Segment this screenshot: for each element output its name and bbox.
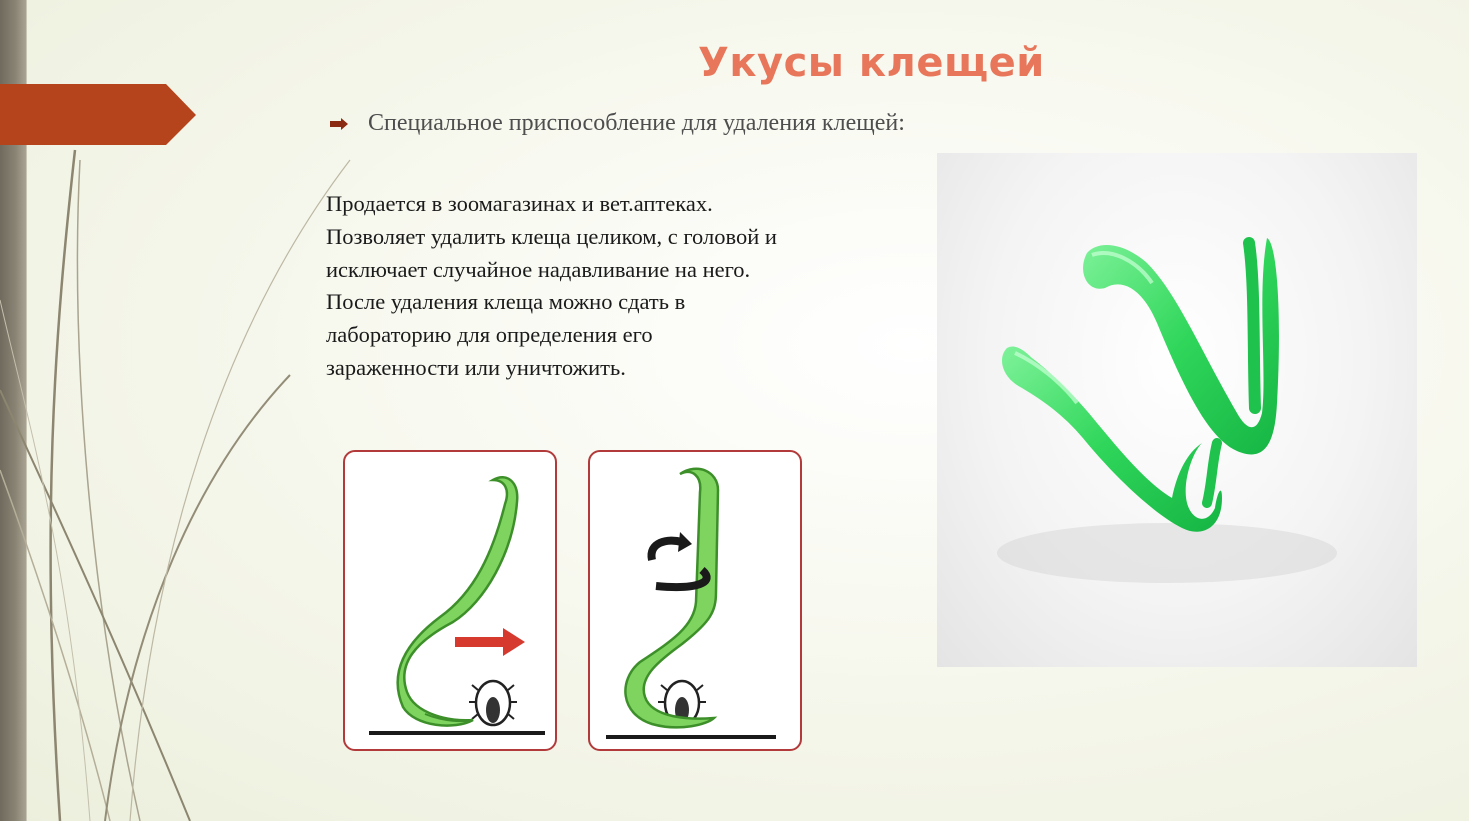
tick-remover-photo	[937, 153, 1417, 667]
body-line: зараженности или уничтожить.	[326, 354, 626, 380]
title-accent-tab	[0, 84, 196, 146]
bullet-text: Специальное приспособление для удаления клещей:	[368, 110, 905, 136]
arrow-bullet-icon	[330, 118, 348, 130]
body-line: Позволяет удалить клеща целиком, с головой и	[326, 223, 777, 249]
body-line: Продается в зоомагазинах и вет.аптеках.	[326, 191, 713, 216]
body-paragraph	[326, 188, 916, 385]
bullet-item	[330, 110, 905, 137]
body-line: лабораторию для определения его	[326, 322, 653, 348]
tick-hook-rotate-arrow-icon	[590, 452, 800, 749]
body-line: После удаления клеща можно сдать в	[326, 289, 686, 315]
slide-title: Укусы клещей	[698, 40, 1045, 86]
green-tick-remover-hook-icon	[937, 153, 1417, 667]
tick-hook-slide-arrow-icon	[345, 452, 555, 749]
body-line: исключает случайное надавливание на него.	[326, 256, 751, 282]
tick-icon	[469, 681, 517, 725]
instruction-step-slide	[343, 450, 557, 751]
instruction-step-rotate	[588, 450, 802, 751]
